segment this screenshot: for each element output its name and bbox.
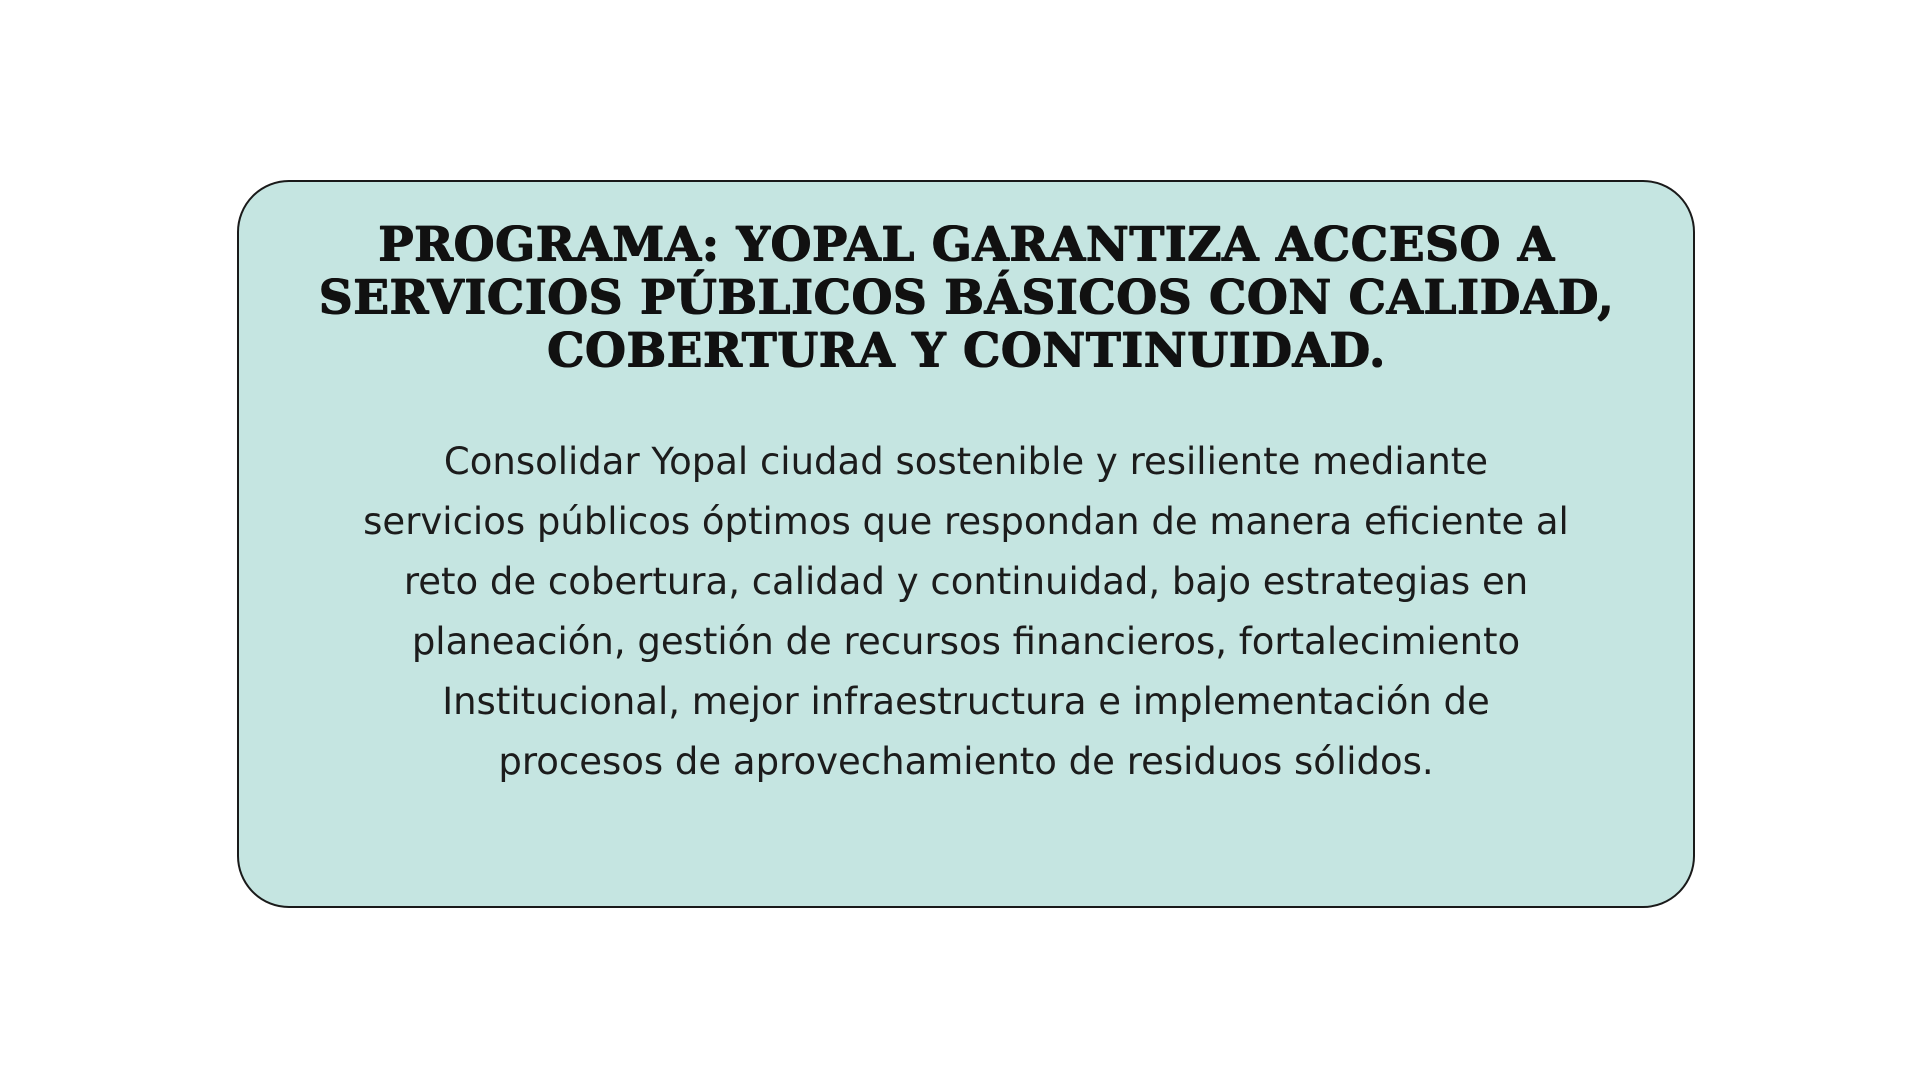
program-title xyxy=(239,218,1693,377)
description-line: Institucional, mejor infraestructura e implementación de xyxy=(442,680,1490,723)
program-description xyxy=(239,432,1693,792)
title-line: PROGRAMA: YOPAL GARANTIZA ACCESO A xyxy=(377,217,1555,272)
title-line: COBERTURA Y CONTINUIDAD. xyxy=(546,323,1386,378)
description-line: servicios públicos óptimos que respondan de manera eficiente al xyxy=(363,500,1569,543)
program-card xyxy=(237,180,1695,908)
description-line: reto de cobertura, calidad y continuidad, bajo estrategias en xyxy=(403,560,1529,603)
title-line: SERVICIOS PÚBLICOS BÁSICOS CON CALIDAD, xyxy=(318,270,1614,325)
description-line: Consolidar Yopal ciudad sostenible y resiliente mediante xyxy=(443,440,1489,483)
description-line: procesos de aprovechamiento de residuos sólidos. xyxy=(498,740,1434,783)
description-line: planeación, gestión de recursos financieros, fortalecimiento xyxy=(411,620,1521,663)
